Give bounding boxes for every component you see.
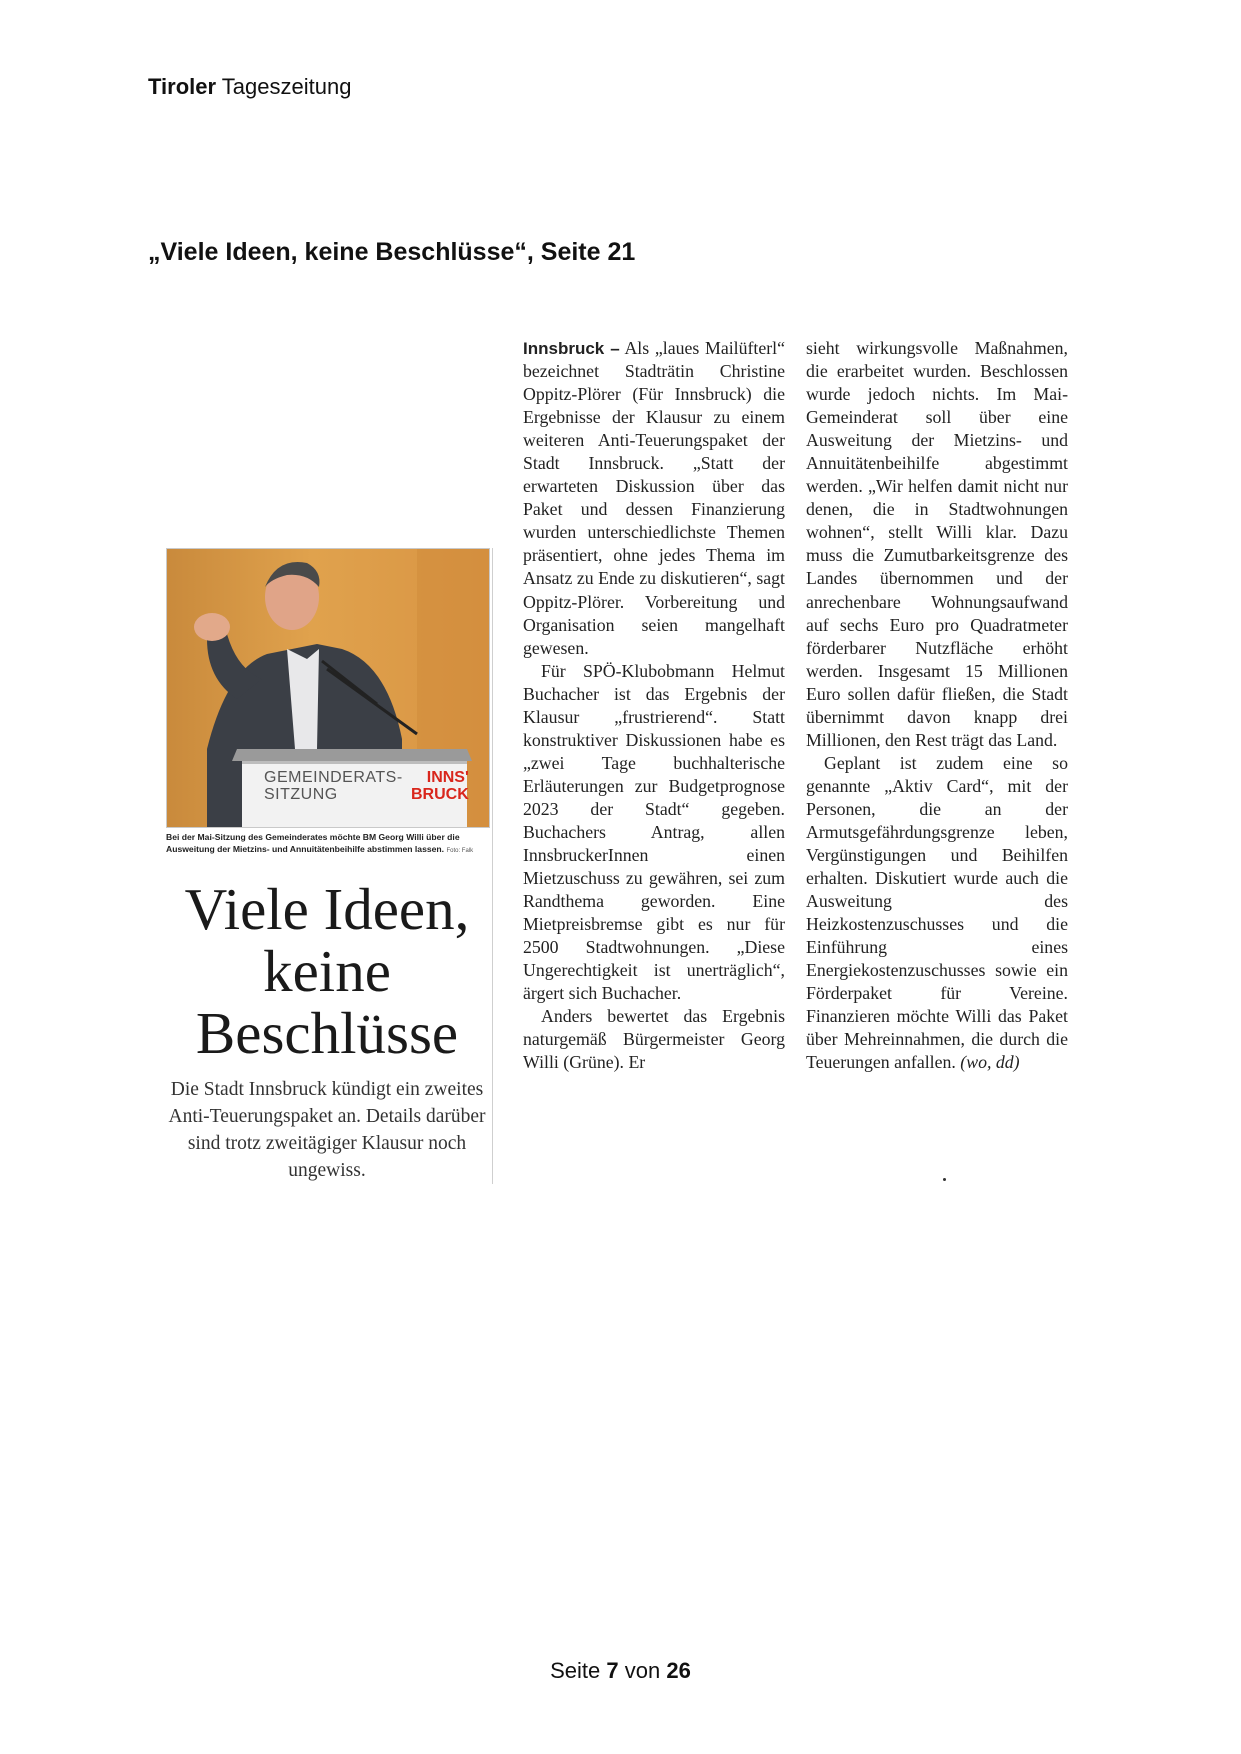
article-photo <box>166 548 490 828</box>
end-mark <box>943 1178 946 1181</box>
footer-middle: von <box>624 1658 661 1683</box>
author-signature: (wo, dd) <box>960 1052 1020 1073</box>
lectern-sign-left <box>264 769 403 803</box>
reference-title: „Viele Ideen, keine Beschlüsse“, Seite 21 <box>148 238 636 266</box>
article-paragraph-1-text: Als „laues Mailüfterl“ bezeichnet Stadträtin Christine Oppitz-Plörer (Für Innsbruck) die Ergebnisse der Klausur zu einem weiteren Anti-Teuerungspaket der Stadt Innsbruck. „Statt der erwarteten Diskussion über das Paket und dessen Finanzierung wurden unterschiedlichste Themen präsentiert, ohne jedes Thema im Ansatz zu Ende zu diskutieren“, sagt Oppitz-Plörer. Vorbereitung und Organisation seien mangelhaft gewesen. <box>523 338 786 658</box>
headline-line-3: Beschlüsse <box>195 1000 459 1066</box>
footer-total-pages: 26 <box>666 1658 691 1683</box>
lectern-sign-logo-line2: BRUCK <box>411 786 469 803</box>
column-divider <box>492 548 493 1184</box>
lectern-sign-left-line1: GEMEINDERATS- <box>264 769 403 786</box>
article-paragraph-3-start: Anders bewertet das Ergebnis naturgemäß Bürgermeister Georg Willi (Grüne). Er <box>523 1006 785 1073</box>
dateline: Innsbruck – <box>523 339 620 358</box>
article-column-2 <box>806 337 1068 1075</box>
headline-line-2: keine <box>263 938 391 1004</box>
publication-header <box>148 74 351 100</box>
lectern-sign-logo <box>411 769 469 803</box>
lectern-sign-logo-line1: INNS' <box>426 769 469 786</box>
footer-page-number: 7 <box>606 1658 619 1683</box>
article-subheadline: Die Stadt Innsbruck kündigt ein zweites Anti-Teuerungspaket an. Details darüber sind trotz zweitägiger Klausur noch ungewiss. <box>168 1079 486 1181</box>
article-column-1 <box>523 337 785 1075</box>
publication-name-bold: Tiroler <box>148 74 217 99</box>
article-paragraph-1 <box>523 337 785 660</box>
headline-line-1: Viele Ideen, <box>184 876 470 942</box>
article-paragraph-4-text: Geplant ist zudem eine so genannte „Aktiv Card“, mit der Personen, die an der Armutsgefährdungsgrenze leben, Vergünstigungen und Beihilfen erhalten. Diskutiert wurde auch die Ausweitung des Heizkostenzuschusses und die Einführung eines Energiekostenzuschusses sowie ein Förderpaket für Vereine. Finanzieren möchte Willi das Paket über Mehreinnahmen, die durch die Teuerungen anfallen. <box>806 752 1068 1073</box>
article-paragraph-4 <box>806 752 1068 1075</box>
photo-credit: Foto: Falk <box>446 848 474 854</box>
footer-prefix: Seite <box>550 1658 601 1683</box>
publication-name-rest: Tageszeitung <box>221 74 352 99</box>
lectern-sign-left-line2: SITZUNG <box>264 786 338 803</box>
article-headline <box>166 878 488 1064</box>
photo-caption-text: Bei der Mai-Sitzung des Gemeinderates möchte BM Georg Willi über die Ausweitung der Mietzins- und Annuitätenbeihilfe abstimmen lassen. <box>166 832 460 854</box>
article-paragraph-3-continued: sieht wirkungsvolle Maßnahmen, die erarbeitet wurden. Beschlossen wurde jedoch nichts. Im Mai-Gemeinderat soll über eine Ausweitung der Mietzins- und Annuitätenbeihilfe abgestimmt werden. „Wir helfen damit nicht nur denen, die in Stadtwohnungen wohnen“, stellt Willi klar. Dazu muss die Zumutbarkeitsgrenze des Landes übernommen und der anrechenbare Wohnungsaufwand auf sechs Euro pro Quadratmeter förderbarer Nutzfläche erhöht werden. Insgesamt 15 Millionen Euro sollen dafür fließen, die Stadt übernimmt davon knapp drei Millionen, den Rest trägt das Land. <box>806 338 1068 750</box>
page-footer <box>0 1658 1241 1684</box>
photo-caption <box>166 831 488 857</box>
article-paragraph-2: Für SPÖ-Klubobmann Helmut Buchacher ist das Ergebnis der Klausur „frustrierend“. Statt konstruktiver Diskussionen habe es „zwei Tage buchhalterische Erläuterungen zur Budgetprognose 2023 der Stadt“ gegeben. Buchachers Antrag, allen InnsbruckerInnen einen Mietzuschuss zu gewähren, sei zum Randthema geworden. Eine Mietpreisbremse gibt es nur für 2500 Stadtwohnungen. „Diese Ungerechtigkeit ist unerträglich“, ärgert sich Buchacher. <box>523 660 785 1004</box>
